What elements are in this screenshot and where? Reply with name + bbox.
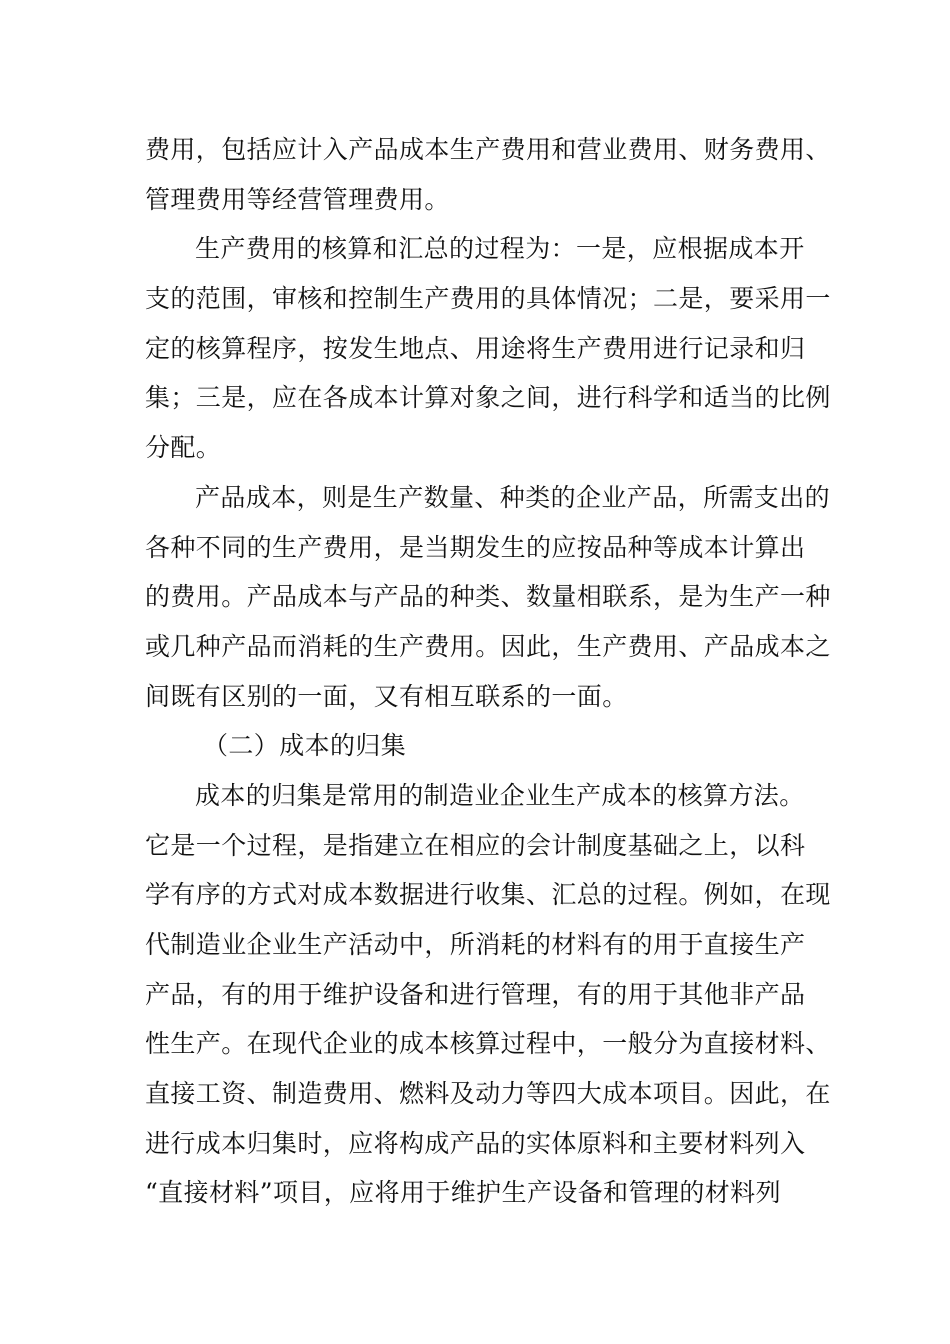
text-line: “直接材料”项目，应将用于维护生产设备和管理的材料列 [145, 1178, 781, 1208]
text-line: 支的范围，审核和控制生产费用的具体情况；二是，要采用一 [145, 284, 831, 314]
text-line: 学有序的方式对成本数据进行收集、汇总的过程。例如，在现 [145, 880, 831, 910]
paragraph-start-line: 产品成本，则是生产数量、种类的企业产品，所需支出的 [195, 482, 831, 512]
text-line: 间既有区别的一面，又有相互联系的一面。 [145, 681, 628, 711]
text-line: 集；三是，应在各成本计算对象之间，进行科学和适当的比例 [145, 383, 831, 413]
paragraph-start-line: 生产费用的核算和汇总的过程为：一是，应根据成本开 [195, 234, 805, 264]
text-line: 的费用。产品成本与产品的种类、数量相联系，是为生产一种 [145, 582, 831, 612]
text-line: 直接工资、制造费用、燃料及动力等四大成本项目。因此，在 [145, 1079, 831, 1109]
body-text [145, 125, 831, 1218]
text-line: 定的核算程序，按发生地点、用途将生产费用进行记录和归 [145, 333, 806, 363]
text-line: 性生产。在现代企业的成本核算过程中，一般分为直接材料、 [145, 1029, 831, 1059]
text-line: 代制造业企业生产活动中，所消耗的材料有的用于直接生产 [145, 930, 806, 959]
text-line: 进行成本归集时，应将构成产品的实体原料和主要材料列入 [145, 1128, 806, 1158]
paragraph-start-line: 成本的归集是常用的制造业企业生产成本的核算方法。 [195, 780, 805, 810]
text-line: 它是一个过程，是指建立在相应的会计制度基础之上，以科 [145, 830, 806, 860]
text-line: 或几种产品而消耗的生产费用。因此，生产费用、产品成本之 [145, 631, 831, 661]
section-heading: （二）成本的归集 [203, 731, 407, 761]
text-line: 管理费用等经营管理费用。 [145, 184, 450, 214]
text-line: 费用，包括应计入产品成本生产费用和营业费用、财务费用、 [145, 135, 831, 164]
text-line: 分配。 [145, 433, 222, 463]
text-line: 各种不同的生产费用，是当期发生的应按品种等成本计算出 [145, 532, 806, 562]
text-line: 产品，有的用于维护设备和进行管理，有的用于其他非产品 [145, 979, 806, 1009]
